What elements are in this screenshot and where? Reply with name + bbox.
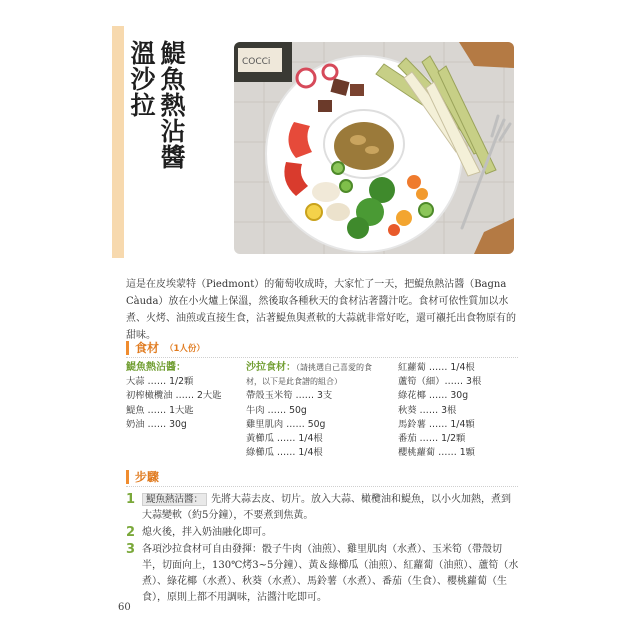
ingredient-item: 番茄 …… 1/2顆 [398,433,466,445]
side-tab [112,26,124,258]
step-body: 各項沙拉食材可自由發揮：骰子牛肉（油煎）、雞里肌肉（水煮）、玉米筍（帶殼切半，切面向上，130℃烤3~5分鐘）、黃＆綠櫛瓜（油煎）、紅蘿蔔（油煎）、蘆筍（水煮）、綠花椰（水煮）、秋葵（水煮）、馬鈴薯（水煮）、番茄（生食）、櫻桃蘿蔔（生食），原則上都不用調味，沾醬汁吃即可。 [142,544,519,603]
ingredient-item: 綠花椰 …… 30g [398,390,469,402]
step-number: 2 [126,525,136,540]
section-bar-icon [126,470,129,484]
ingredients-col-1 [126,361,236,432]
svg-text:COCCi: COCCi [242,57,271,67]
ingredient-item: 秋葵 …… 3根 [398,404,457,416]
salad-heading: 沙拉食材： [246,362,296,373]
ingredient-item: 馬鈴薯 …… 1/4顆 [398,418,475,430]
ingredients-title: 食材 [135,341,160,355]
ingredient-item: 牛肉 …… 50g [246,404,307,416]
ingredient-item: 綠櫛瓜 …… 1/4根 [246,447,323,459]
ingredient-item: 大蒜 …… 1/2顆 [126,376,194,388]
step-2 [126,525,520,541]
step-body: 先將大蒜去皮、切片。放入大蒜、橄欖油和鯷魚，以小火加熱，煮到大蒜變軟（約5分鐘），不要煮到焦黃。 [142,494,512,521]
ingredient-item: 初榨橄欖油 …… 2大匙 [126,390,222,402]
serving-size: （1人份） [165,343,205,354]
steps-header [126,468,159,485]
ingredient-item: 黃櫛瓜 …… 1/4根 [246,433,323,445]
section-bar-icon [126,341,129,355]
title-line-2: 溫沙拉 [127,40,156,118]
step-text [142,492,520,524]
divider [126,357,518,358]
ingredient-item: 雞里肌肉 …… 50g [246,418,326,430]
step-number: 3 [126,542,136,557]
step-3 [126,542,520,606]
ingredient-item: 帶殼玉米筍 …… 3支 [246,390,333,402]
salad-heading-wrap [246,361,374,389]
step-body: 熄火後，拌入奶油融化即可。 [142,527,272,538]
sauce-heading: 鯷魚熱沾醬： [126,362,186,373]
intro-paragraph: 這是在皮埃蒙特（Piedmont）的葡萄收成時，大家忙了一天，把鯷魚熱沾醬（Bagna Càuda）放在小火爐上保溫，然後取各種秋天的食材沾著醬汁吃。食材可依性質加以水煮、火烤、油煎或直接生食，沾著鯷魚與煮軟的大蒜就非常好吃，還可襯托出食物原有的甜味。 [126,279,516,341]
ingredient-item: 蘆筍（細）…… 3根 [398,376,482,388]
ingredients-col-2 [246,361,376,460]
salad-note: （請挑選自己喜愛的食材，以下是此食譜的組合） [246,363,372,387]
step-tag: 鯷魚熱沾醬： [142,493,207,506]
ingredient-item: 奶油 …… 30g [126,418,187,430]
dish-photo-illustration [234,42,514,254]
divider [126,486,518,487]
ingredients-header [126,339,205,356]
dish-photo [234,42,514,254]
title-line-1: 鯷魚熱沾醬 [157,40,186,170]
ingredient-item: 櫻桃蘿蔔 …… 1顆 [398,447,475,459]
ingredient-item: 鯷魚 …… 1大匙 [126,404,194,416]
step-number: 1 [126,492,136,507]
ingredients-col-3 [398,361,518,460]
page-number: 60 [118,602,131,613]
step-1 [126,492,520,524]
ingredient-item: 紅蘿蔔 …… 1/4根 [398,362,475,373]
steps-title: 步驟 [135,470,160,484]
